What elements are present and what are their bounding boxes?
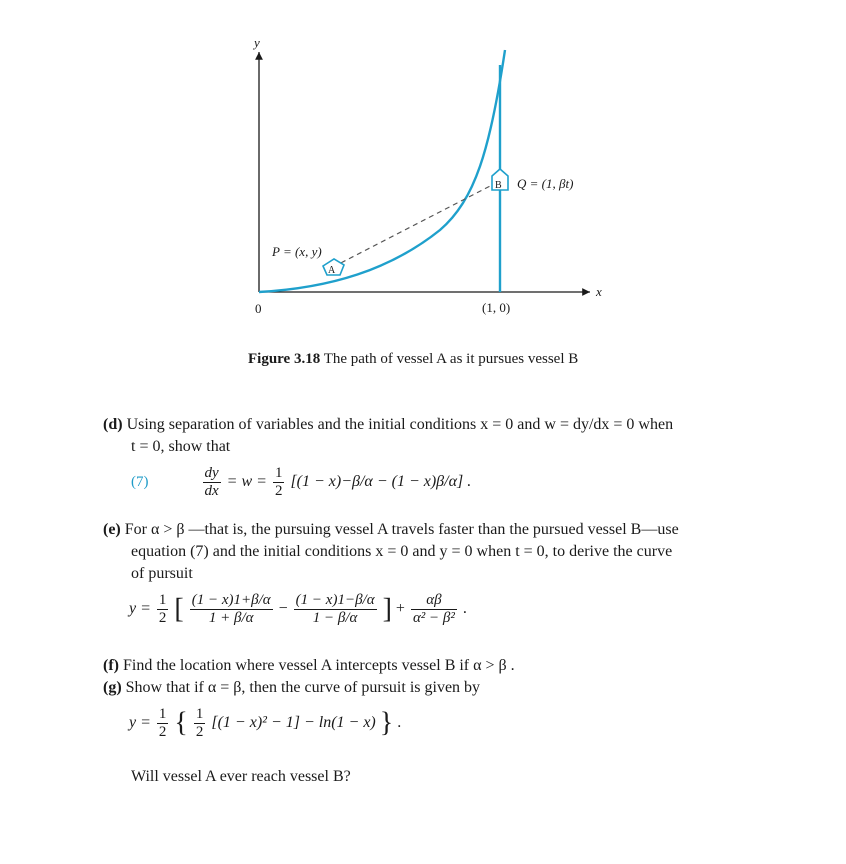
eq-e-plus: +: [395, 600, 405, 618]
part-g-label: (g): [103, 679, 122, 696]
equal-speed-equation: y = $\frac{1}{2}$ { $\frac{1}{2}$ [(1 − x)² − 1] − ln(1 − x) } .: [129, 706, 402, 740]
part-f-text: Find the location where vessel A intercepts vessel B if α > β .: [122, 657, 515, 674]
eq-e-f3-num: αβ: [411, 592, 457, 610]
eq-g-half-den: 2: [158, 724, 167, 740]
eq-g-half: [157, 706, 169, 741]
part-d-text-1: Using separation of variables and the initial conditions x = 0 and w = dy/dx = 0 when: [126, 416, 674, 433]
eq-e-minus: −: [278, 600, 288, 618]
vessel-a-label: A: [328, 265, 336, 276]
eq-g-inner-den: 2: [195, 724, 204, 740]
dx-den: dx: [204, 483, 219, 499]
part-f-label: (f): [103, 657, 119, 674]
eq-e-f1-den: 1 + β/α: [208, 610, 254, 626]
pursuit-figure: [230, 30, 630, 330]
x-axis-label: x: [596, 284, 602, 299]
eq-g-end: .: [397, 714, 402, 732]
eq-e-f2-den: 1 − β/α: [312, 610, 358, 626]
eq-e-fraction-3: [411, 592, 457, 627]
eq7-half: [273, 465, 285, 500]
eq-e-fraction-2: [294, 592, 377, 627]
part-e-text-2: equation (7) and the initial conditions x = 0 and y = 0 when t = 0, to derive the curve: [131, 543, 673, 560]
eq7-half-num: 1: [274, 465, 283, 481]
eq-g-half-num: 1: [158, 706, 167, 722]
point-p-label: P = (x, y): [272, 244, 322, 259]
eq-e-f3-den: α² − β²: [412, 610, 455, 626]
eq-e-fraction-1: [190, 592, 273, 627]
eq7-mid: = w =: [226, 473, 267, 491]
dy-dx-fraction: [203, 465, 221, 500]
eq7-half-den: 2: [274, 483, 283, 499]
part-e-text-3: of pursuit: [131, 565, 193, 582]
part-e-label: (e): [103, 521, 121, 538]
eq-e-y: y =: [129, 600, 151, 618]
eq-g-inner-half: [194, 706, 206, 741]
vessel-b-label: B: [495, 180, 502, 191]
origin-label: 0: [255, 301, 262, 316]
part-e-line1: [103, 519, 679, 541]
eq-e-end: .: [462, 600, 467, 618]
caption-label: Figure 3.18: [248, 351, 321, 367]
part-g-question: Will vessel A ever reach vessel B?: [131, 768, 351, 785]
curve-of-pursuit-equation: y = $\frac{1}{2}$ [ $\frac{(1 - x)1+\beta/\alpha}{1 + \beta/\alpha}$ − $\frac{(1 - x)1-\beta/\alpha}{1 - \beta/\alpha}$ ] + $\frac{\alpha\beta}{\text{α² − β²}}$ .: [129, 592, 467, 626]
part-e-text-1: For α > β —that is, the pursuing vessel A travels faster than the pursued vessel B—use: [124, 521, 679, 538]
eq-e-f1-num: (1 − x)1+β/α: [191, 592, 271, 608]
tangent-line: [333, 184, 494, 267]
equation-7: [131, 465, 471, 500]
eq-g-body: [(1 − x)² − 1] − ln(1 − x): [211, 714, 376, 732]
eq-g-y: y =: [129, 714, 151, 732]
eq-e-half: [157, 592, 169, 627]
equation-number-7: (7): [131, 474, 149, 491]
y-axis-label: y: [254, 35, 260, 50]
part-f: [103, 655, 515, 677]
eq-g-inner-num: 1: [195, 706, 204, 722]
dy-num: dy: [204, 465, 219, 481]
part-d-label: (d): [103, 416, 123, 433]
eq-e-f2-num: (1 − x)1−β/α: [295, 592, 375, 608]
figure-caption: [248, 351, 578, 368]
part-d-text-2: t = 0, show that: [131, 438, 231, 455]
caption-text: The path of vessel A as it pursues vessel B: [323, 351, 579, 367]
point-1-0-label: (1, 0): [482, 300, 511, 315]
eq-e-half-num: 1: [158, 592, 167, 608]
point-q-label: Q = (1, βt): [517, 176, 574, 191]
part-d-line1: [103, 414, 673, 436]
eq-e-half-den: 2: [158, 610, 167, 626]
eq7-body: [(1 − x)−β/α − (1 − x)β/α] .: [290, 473, 472, 491]
part-g: [103, 677, 480, 699]
part-g-text: Show that if α = β, then the curve of pursuit is given by: [125, 679, 481, 696]
